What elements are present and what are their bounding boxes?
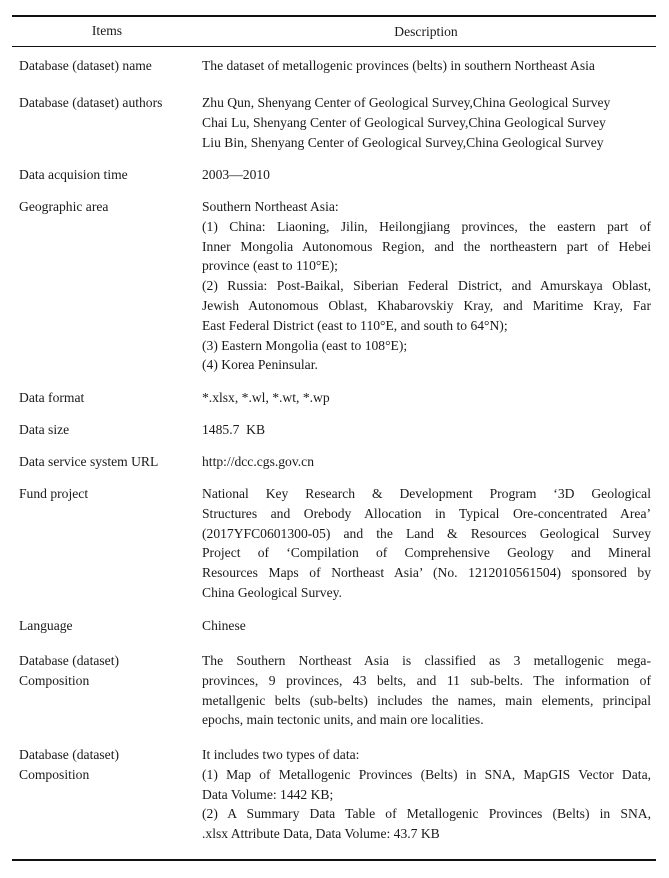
row-description: The dataset of metallogenic provinces (belts) in southern Northeast Asia (202, 58, 595, 73)
row-item: Database (dataset) Composition (19, 747, 120, 782)
row-description: Chinese (202, 618, 246, 633)
row-item: Database (dataset) authors (19, 95, 163, 110)
row-item: Geographic area (19, 199, 109, 214)
url-text: http://dcc.cgs.gov.cn (202, 454, 314, 469)
row-item: Fund project (19, 486, 89, 501)
header-description: Description (394, 24, 458, 39)
row-description: It includes two types of data: (1) Map of Metallogenic Provinces (Belts) in SNA, MapGIS Vector Data, Data Volume: 1442 KB; (2) A Summary Data Table of Metallogenic Provinces (Belts) in SNA, .xlsx Attribute Data, Data Volume: 43.7 KB (202, 747, 651, 842)
row-description: *.xlsx, *.wl, *.wt, *.wp (202, 390, 330, 405)
row-item: Database (dataset) name (19, 58, 152, 73)
row-description: 2003—2010 (202, 167, 270, 182)
row-item: Data size (19, 422, 70, 437)
row-item: Database (dataset) Composition (19, 653, 120, 688)
row-description: National Key Research & Development Program ‘3D Geological Structures and Orebody Allocation in Typical Ore-concentrated Area’ (2017YFC0601300-05) and the Land & Resources Geological Survey Project of ‘Compilation of Comprehensive Geology and Mineral Resources Maps of Northeast Asia’ (No. 1212010561504) sponsored by China Geological Survey. (202, 486, 651, 600)
row-item: Data service system URL (19, 454, 159, 469)
table-top-rule (12, 15, 656, 17)
row-item: Data acquision time (19, 167, 128, 182)
row-description: The Southern Northeast Asia is classified as 3 metallogenic mega- provinces, 9 provinces, 43 belts, and 11 sub-belts. The information of metallgenic belts (sub-belts) includes the names, main elements, principal epochs, main tectonic units, and main ore localities. (202, 653, 651, 728)
row-description: Zhu Qun, Shenyang Center of Geological Survey,China Geological Survey Chai Lu, Shenyang Center of Geological Survey,China Geological Survey Liu Bin, Shenyang Center of Geological Survey,China Geological Survey (202, 95, 611, 150)
row-description: 1485.7 KB (202, 422, 266, 437)
table-bottom-rule (12, 859, 656, 861)
row-description (202, 452, 651, 472)
row-description: Southern Northeast Asia: (1) China: Liaoning, Jilin, Heilongjiang provinces, the eastern part of Inner Mongolia Autonomous Region, and the northeastern part of Hebei province (east to 110°E); (2) Russia: Post-Baikal, Siberian Federal District, and Amurskaya Oblast, Jewish Autonomous Oblast, Khabarovskiy Kray, and Maritime Kray, Far East Federal District (east to 110°E, and south to 64°N); (3) Eastern Mongolia (east to 108°E); (4) Korea Peninsular. (202, 199, 651, 373)
row-item: Language (19, 618, 73, 633)
header-rule (12, 46, 656, 47)
header-items: Items (91, 23, 123, 38)
row-item: Data format (19, 390, 85, 405)
